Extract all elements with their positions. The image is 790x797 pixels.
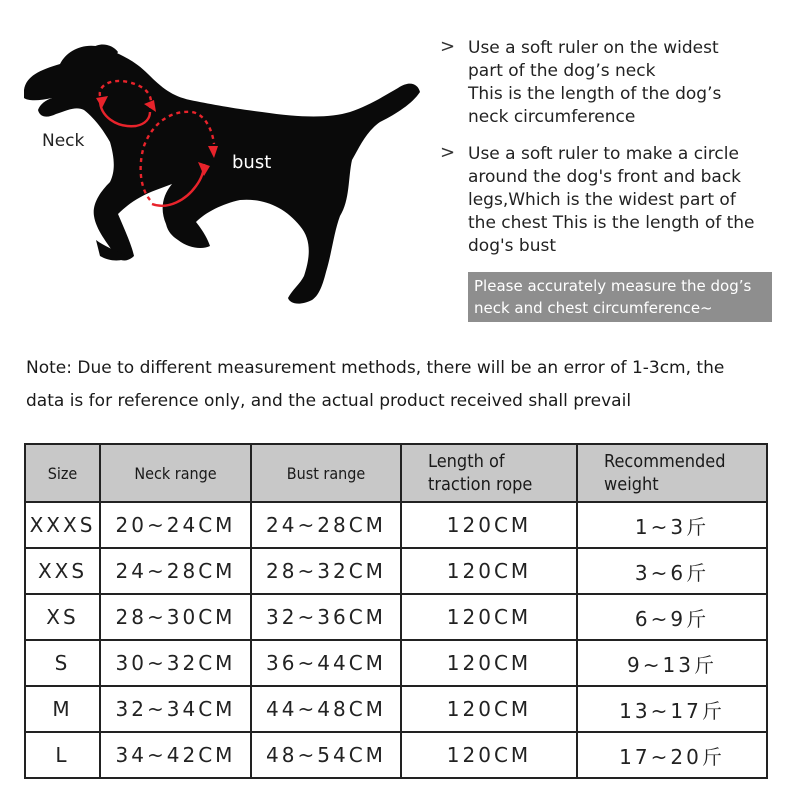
header-neck-range: Neck range bbox=[100, 444, 251, 502]
cell-bust: 44~48CM bbox=[251, 686, 401, 732]
cell-rope: 120CM bbox=[401, 594, 577, 640]
cell-rope: 120CM bbox=[401, 502, 577, 548]
cell-bust: 32~36CM bbox=[251, 594, 401, 640]
instruction-line: the chest This is the length of the bbox=[468, 213, 755, 233]
cell-bust: 36~44CM bbox=[251, 640, 401, 686]
cell-neck: 24~28CM bbox=[100, 548, 251, 594]
cell-size: XXXS bbox=[25, 502, 100, 548]
cell-size: XS bbox=[25, 594, 100, 640]
cell-neck: 30~32CM bbox=[100, 640, 251, 686]
chevron-right-icon: > bbox=[440, 142, 456, 163]
dog-silhouette bbox=[0, 0, 440, 330]
cell-bust: 28~32CM bbox=[251, 548, 401, 594]
header-bust-range: Bust range bbox=[251, 444, 401, 502]
instruction-neck-text bbox=[468, 37, 780, 129]
bust-label: bust bbox=[232, 152, 272, 173]
cell-weight: 3~6斤 bbox=[577, 548, 767, 594]
instruction-line: legs,Which is the widest part of bbox=[468, 190, 736, 210]
header-recommended-weight: Recommended weight bbox=[577, 444, 767, 502]
instruction-line: This is the length of the dog’s bbox=[468, 84, 722, 104]
size-chart-table bbox=[24, 443, 768, 779]
cell-bust: 48~54CM bbox=[251, 732, 401, 778]
cell-bust: 24~28CM bbox=[251, 502, 401, 548]
table-row bbox=[25, 594, 767, 640]
neck-label: Neck bbox=[42, 131, 85, 151]
note-line: data is for reference only, and the actual product received shall prevail bbox=[26, 391, 632, 411]
cell-rope: 120CM bbox=[401, 732, 577, 778]
note-line: Note: Due to different measurement methods, there will be an error of 1-3cm, the bbox=[26, 358, 725, 378]
instruction-line: Use a soft ruler on the widest bbox=[468, 38, 719, 58]
chevron-right-icon: > bbox=[440, 36, 456, 57]
measurement-error-note bbox=[26, 352, 776, 418]
instruction-line: around the dog's front and back bbox=[468, 167, 742, 187]
cell-rope: 120CM bbox=[401, 548, 577, 594]
cell-weight: 17~20斤 bbox=[577, 732, 767, 778]
table-row bbox=[25, 640, 767, 686]
instruction-bust bbox=[440, 143, 780, 258]
instruction-line: Use a soft ruler to make a circle bbox=[468, 144, 739, 164]
cell-size: M bbox=[25, 686, 100, 732]
instruction-line: dog's bust bbox=[468, 236, 557, 256]
cell-weight: 13~17斤 bbox=[577, 686, 767, 732]
cell-neck: 28~30CM bbox=[100, 594, 251, 640]
instruction-bust-text bbox=[468, 143, 780, 258]
cell-weight: 6~9斤 bbox=[577, 594, 767, 640]
header-rope-length: Length of traction rope bbox=[401, 444, 577, 502]
dog-diagram bbox=[0, 0, 440, 330]
instruction-line: part of the dog’s neck bbox=[468, 61, 656, 81]
cell-size: S bbox=[25, 640, 100, 686]
banner-line: neck and chest circumference~ bbox=[474, 299, 713, 317]
cell-rope: 120CM bbox=[401, 686, 577, 732]
table-row bbox=[25, 686, 767, 732]
cell-size: L bbox=[25, 732, 100, 778]
banner-line: Please accurately measure the dog’s bbox=[474, 277, 752, 295]
cell-weight: 1~3斤 bbox=[577, 502, 767, 548]
instruction-neck bbox=[440, 37, 780, 129]
cell-neck: 32~34CM bbox=[100, 686, 251, 732]
table-row bbox=[25, 732, 767, 778]
cell-neck: 20~24CM bbox=[100, 502, 251, 548]
instruction-line: neck circumference bbox=[468, 107, 636, 127]
measure-accurately-banner bbox=[468, 272, 772, 322]
cell-neck: 34~42CM bbox=[100, 732, 251, 778]
cell-size: XXS bbox=[25, 548, 100, 594]
table-row bbox=[25, 502, 767, 548]
cell-rope: 120CM bbox=[401, 640, 577, 686]
cell-weight: 9~13斤 bbox=[577, 640, 767, 686]
table-header-row bbox=[25, 444, 767, 502]
header-size: Size bbox=[25, 444, 100, 502]
table-row bbox=[25, 548, 767, 594]
